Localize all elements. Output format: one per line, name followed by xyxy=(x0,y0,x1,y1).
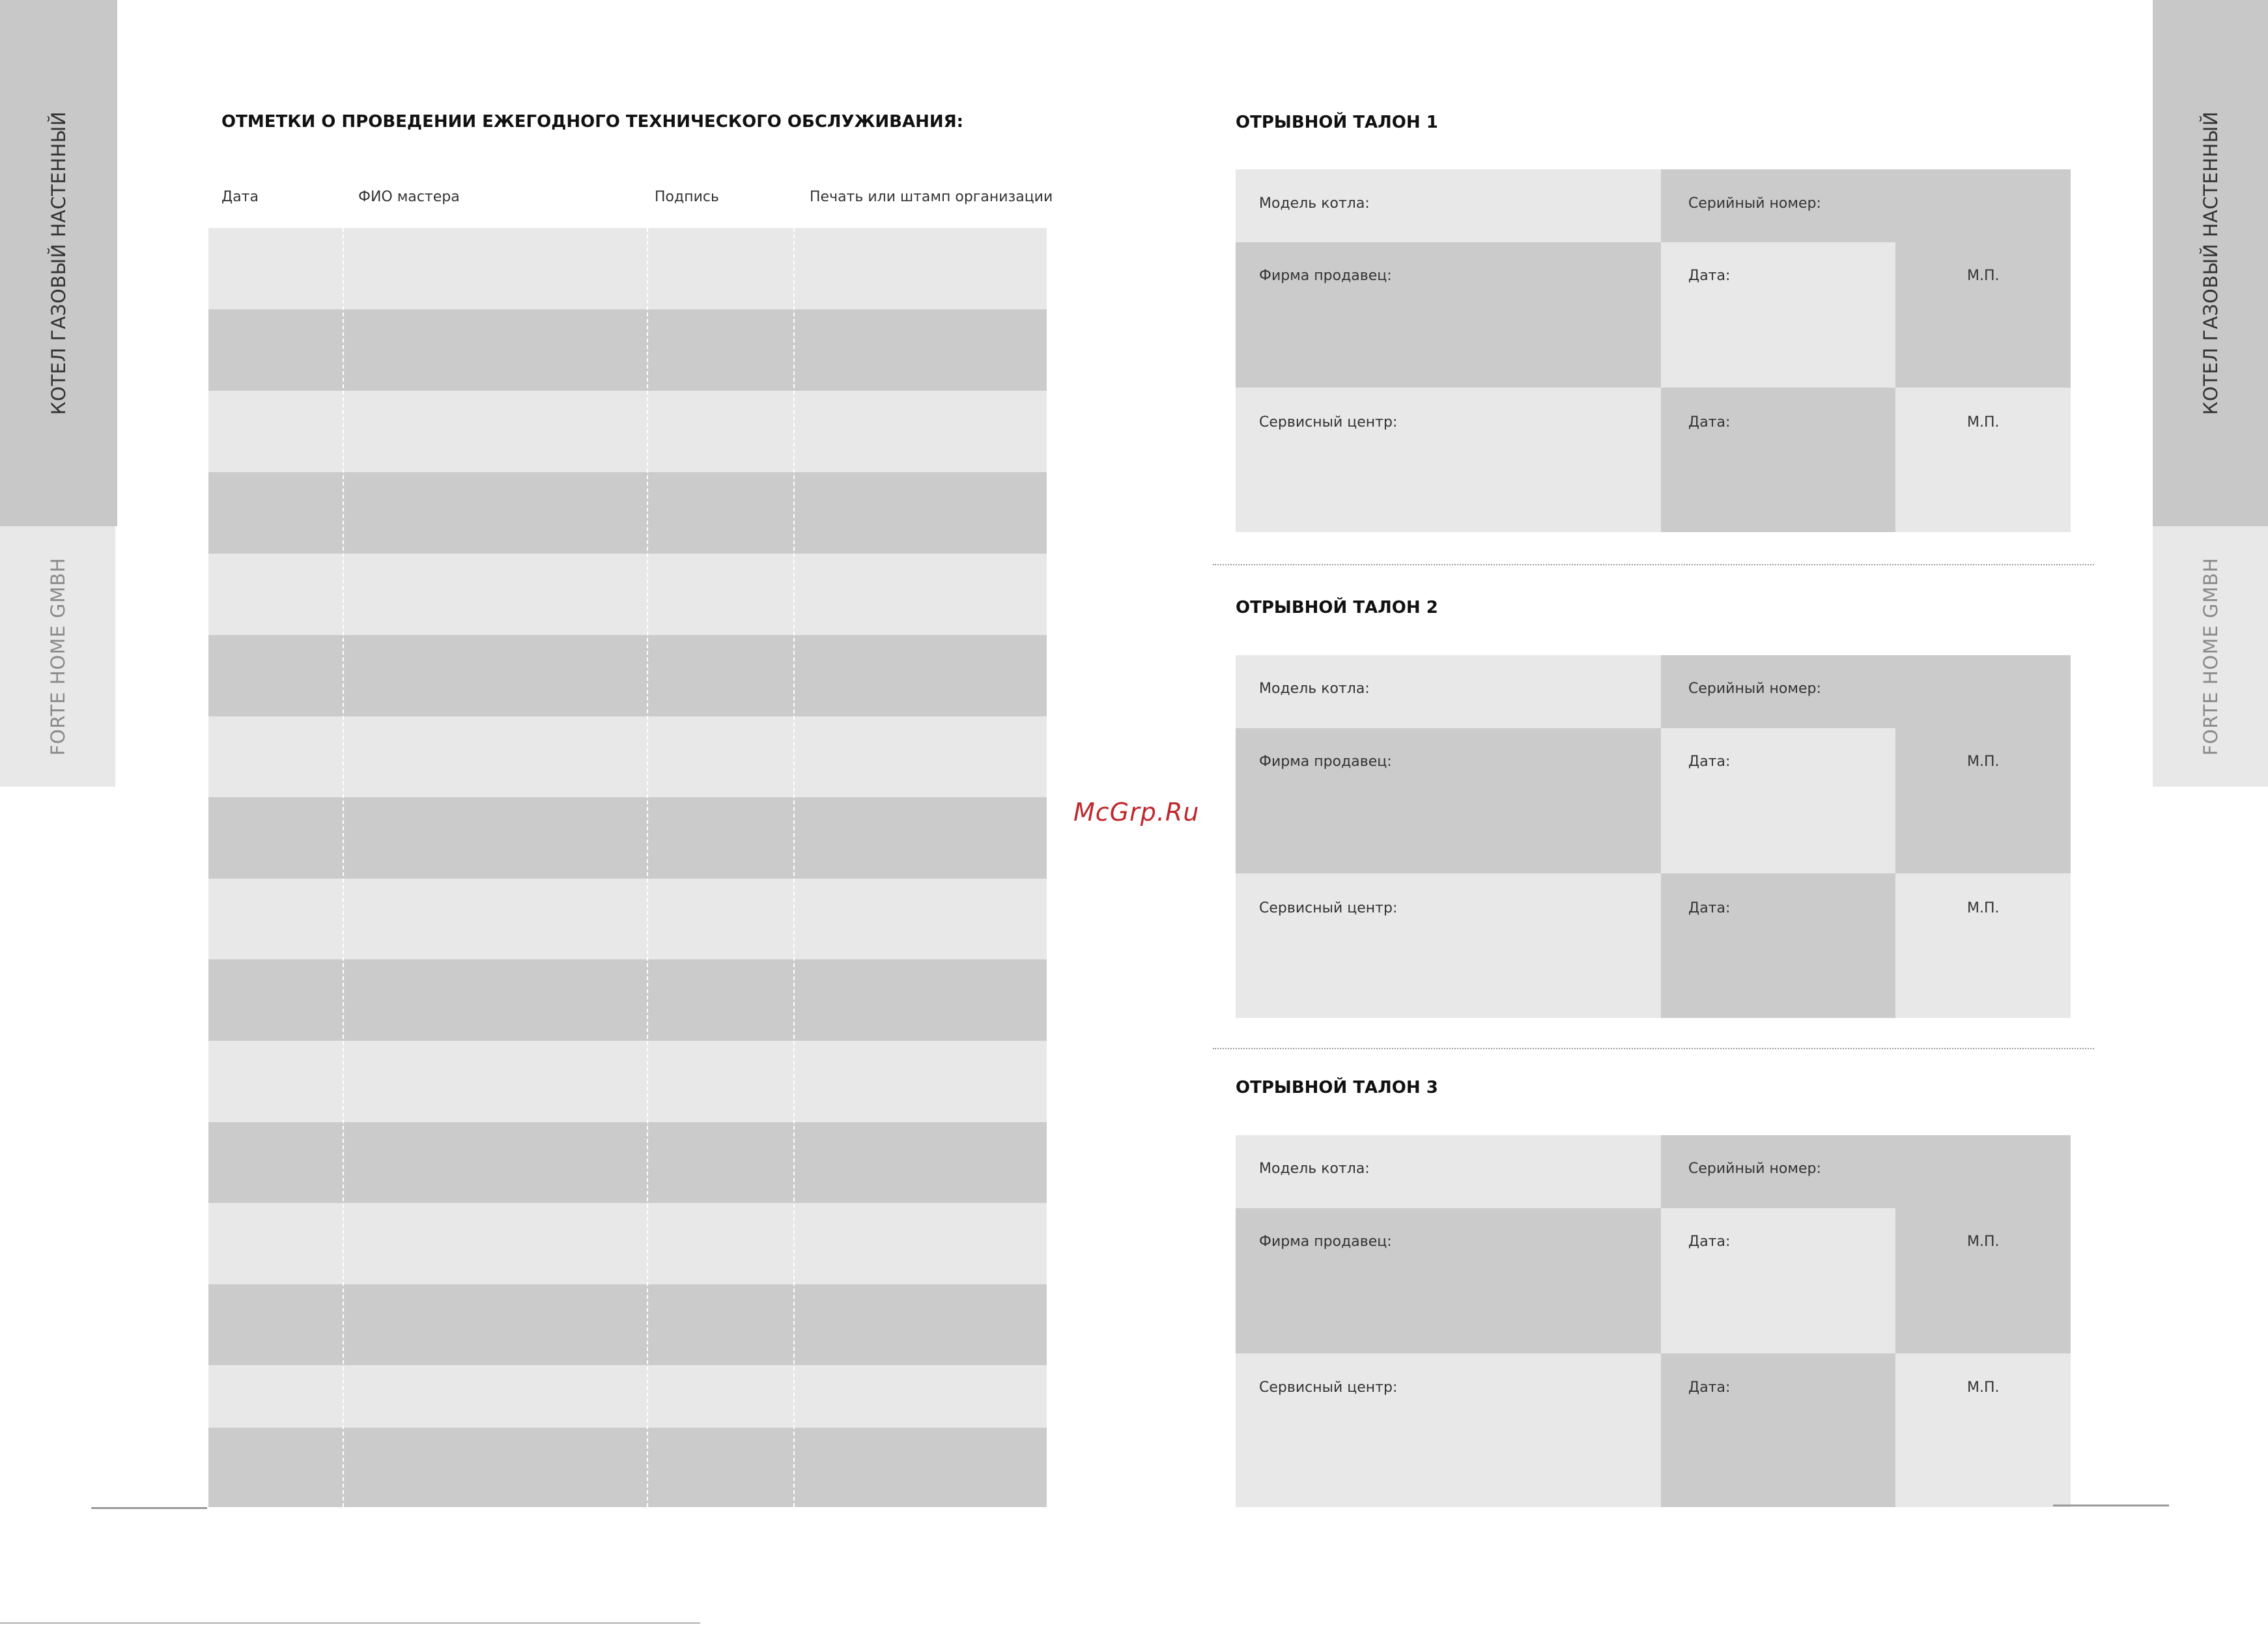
column-divider xyxy=(793,228,795,1507)
maintenance-heading: ОТМЕТКИ О ПРОВЕДЕНИИ ЕЖЕГОДНОГО ТЕХНИЧЕСКОГО ОБСЛУЖИВАНИЯ: xyxy=(221,112,964,132)
seller-cell xyxy=(1236,1208,1661,1353)
seller-date-cell xyxy=(1661,242,1895,388)
table-row xyxy=(208,1122,1047,1203)
coupon-title: ОТРЫВНОЙ ТАЛОН 2 xyxy=(1236,598,1438,617)
watermark: McGrp.Ru xyxy=(1073,798,1200,827)
table-row xyxy=(208,472,1047,554)
column-header-stamp: Печать или штамп организации xyxy=(810,189,1053,205)
model-label: Модель котла: xyxy=(1259,195,1370,212)
seller-label: Фирма продавец: xyxy=(1259,1234,1392,1250)
table-row xyxy=(208,1365,1047,1428)
side-tab-title-text: КОТЕЛ ГАЗОВЫЙ НАСТЕННЫЙ xyxy=(2199,111,2222,416)
date-label: Дата: xyxy=(1688,1234,1731,1250)
table-row xyxy=(208,635,1047,716)
date-label: Дата: xyxy=(1688,1379,1731,1396)
date-label: Дата: xyxy=(1688,900,1731,916)
service-date-cell xyxy=(1661,388,1895,532)
date-label: Дата: xyxy=(1688,268,1731,284)
seller-date-cell xyxy=(1661,1208,1895,1353)
service-label: Сервисный центр: xyxy=(1259,900,1398,916)
service-stamp-cell xyxy=(1895,1353,2071,1507)
seller-label: Фирма продавец: xyxy=(1259,754,1392,770)
serial-label: Серийный номер: xyxy=(1688,195,1821,212)
service-cell xyxy=(1236,1353,1661,1507)
date-label: Дата: xyxy=(1688,414,1731,431)
model-label: Модель котла: xyxy=(1259,1161,1370,1177)
date-label: Дата: xyxy=(1688,754,1731,770)
side-tab-brand-text: FORTE HOME GMBH xyxy=(46,557,69,756)
service-label: Сервисный центр: xyxy=(1259,1379,1398,1396)
stamp-label: М.П. xyxy=(1967,1234,2000,1250)
side-tab-brand-text: FORTE HOME GMBH xyxy=(2199,557,2222,756)
side-tab-title-text: КОТЕЛ ГАЗОВЫЙ НАСТЕННЫЙ xyxy=(48,111,70,416)
table-row xyxy=(208,1284,1047,1365)
footer-line-right xyxy=(2053,1505,2169,1506)
service-date-cell xyxy=(1661,1353,1895,1507)
seller-cell xyxy=(1236,728,1661,873)
model-label: Модель котла: xyxy=(1259,681,1370,697)
serial-label: Серийный номер: xyxy=(1688,1161,1821,1177)
table-row xyxy=(208,879,1047,959)
seller-cell xyxy=(1236,242,1661,388)
column-header-date: Дата xyxy=(221,189,259,205)
column-header-master-name: ФИО мастера xyxy=(358,189,460,205)
column-divider xyxy=(647,228,648,1507)
table-row xyxy=(208,1428,1047,1507)
tear-line xyxy=(1213,564,2094,565)
stamp-label: М.П. xyxy=(1967,268,2000,284)
table-row xyxy=(208,391,1047,472)
column-divider xyxy=(343,228,344,1507)
service-stamp-cell xyxy=(1895,388,2071,532)
table-row xyxy=(208,309,1047,391)
coupon-title: ОТРЫВНОЙ ТАЛОН 3 xyxy=(1236,1078,1438,1097)
stamp-label: М.П. xyxy=(1967,414,2000,431)
table-row xyxy=(208,554,1047,635)
page-bottom-rule xyxy=(0,1622,700,1624)
seller-stamp-cell xyxy=(1895,728,2071,873)
table-row xyxy=(208,716,1047,797)
column-header-signature: Подпись xyxy=(655,189,719,205)
service-cell xyxy=(1236,388,1661,532)
left-side-tab-title xyxy=(0,0,117,526)
service-stamp-cell xyxy=(1895,873,2071,1018)
table-row xyxy=(208,797,1047,879)
table-row xyxy=(208,1041,1047,1122)
seller-stamp-cell xyxy=(1895,242,2071,388)
service-cell xyxy=(1236,873,1661,1018)
stamp-label: М.П. xyxy=(1967,754,2000,770)
seller-date-cell xyxy=(1661,728,1895,873)
seller-stamp-cell xyxy=(1895,1208,2071,1353)
stamp-label: М.П. xyxy=(1967,1379,2000,1396)
table-row xyxy=(208,1203,1047,1284)
service-date-cell xyxy=(1661,873,1895,1018)
right-side-tab-title xyxy=(2153,0,2268,526)
coupon-title: ОТРЫВНОЙ ТАЛОН 1 xyxy=(1236,113,1438,132)
table-row xyxy=(208,228,1047,309)
footer-line-left xyxy=(91,1507,207,1509)
stamp-label: М.П. xyxy=(1967,900,2000,916)
right-side-tab-brand xyxy=(2153,526,2268,787)
table-row xyxy=(208,959,1047,1041)
tear-line xyxy=(1213,1048,2094,1049)
serial-label: Серийный номер: xyxy=(1688,681,1821,697)
left-side-tab-brand xyxy=(0,526,115,787)
seller-label: Фирма продавец: xyxy=(1259,268,1392,284)
service-label: Сервисный центр: xyxy=(1259,414,1398,431)
